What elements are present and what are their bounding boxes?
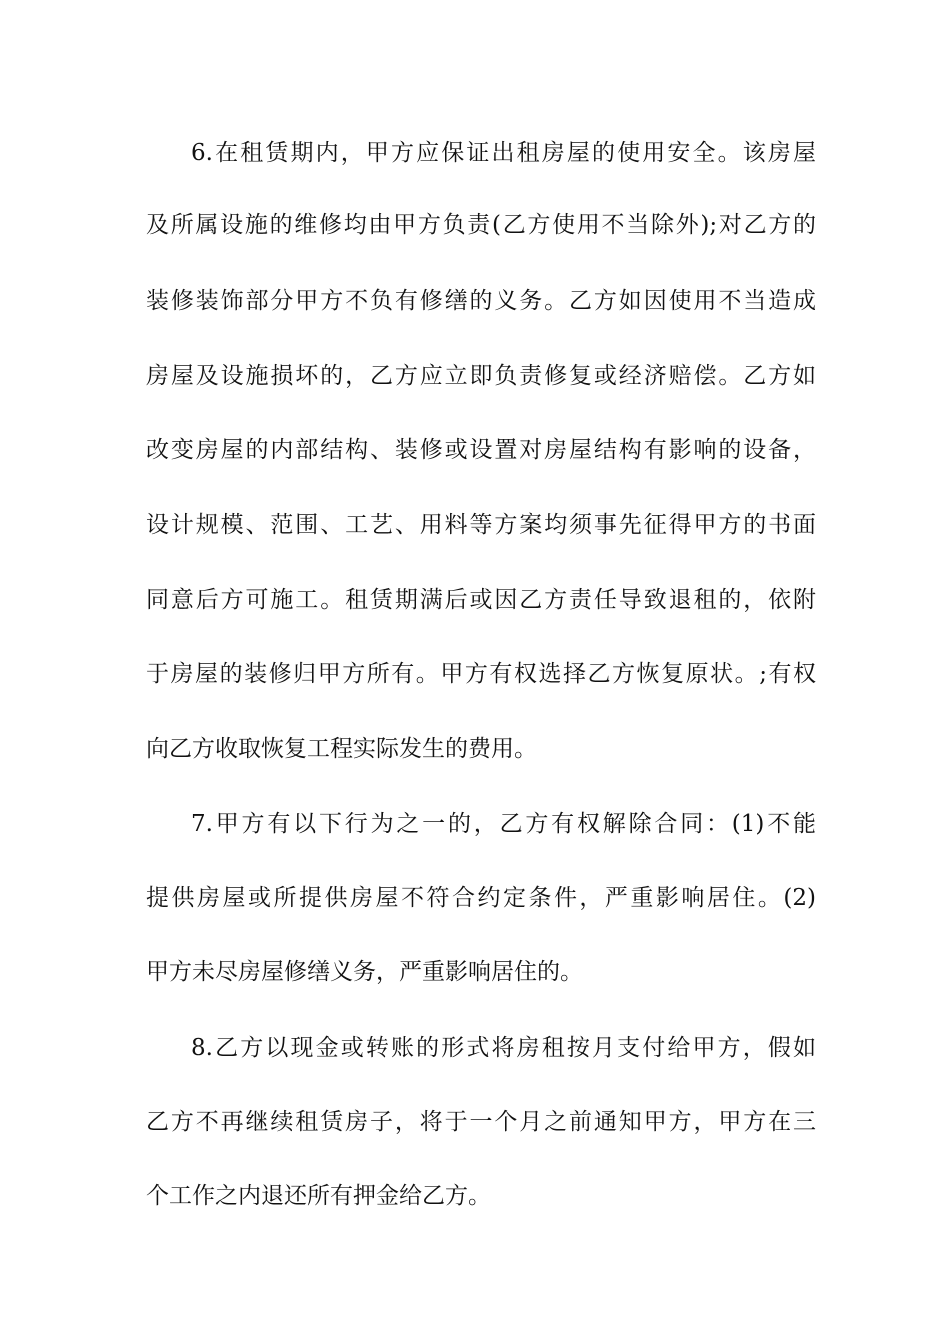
paragraph-6-line-3: 装修装饰部分甲方不负有修缮的义务。乙方如因使用不当造成: [146, 288, 816, 314]
paragraph-6-line-1: 6.在租赁期内，甲方应保证出租房屋的使用安全。该房屋: [191, 140, 816, 166]
paragraph-7-line-2: 提供房屋或所提供房屋不符合约定条件，严重影响居住。(2): [146, 885, 816, 911]
paragraph-8-line-3: 个工作之内退还所有押金给乙方。: [146, 1183, 491, 1209]
paragraph-8-line-1: 8.乙方以现金或转账的形式将房租按月支付给甲方，假如: [191, 1035, 816, 1061]
paragraph-6-line-2: 及所属设施的维修均由甲方负责(乙方使用不当除外);对乙方的: [146, 212, 816, 238]
paragraph-7-line-3: 甲方未尽房屋修缮义务，严重影响居住的。: [146, 959, 583, 985]
paragraph-6-line-4: 房屋及设施损坏的，乙方应立即负责修复或经济赔偿。乙方如: [146, 363, 816, 389]
paragraph-6-line-9: 向乙方收取恢复工程实际发生的费用。: [146, 736, 537, 762]
paragraph-6-line-6: 设计规模、范围、工艺、用料等方案均须事先征得甲方的书面: [146, 512, 816, 538]
paragraph-8-line-2: 乙方不再继续租赁房子，将于一个月之前通知甲方，甲方在三: [146, 1109, 816, 1135]
paragraph-6-line-8: 于房屋的装修归甲方所有。甲方有权选择乙方恢复原状。;有权: [146, 661, 816, 687]
paragraph-6-line-5: 改变房屋的内部结构、装修或设置对房屋结构有影响的设备，: [146, 437, 816, 463]
paragraph-6-line-7: 同意后方可施工。租赁期满后或因乙方责任导致退租的，依附: [146, 587, 816, 613]
paragraph-7-line-1: 7.甲方有以下行为之一的，乙方有权解除合同：(1)不能: [191, 811, 816, 837]
